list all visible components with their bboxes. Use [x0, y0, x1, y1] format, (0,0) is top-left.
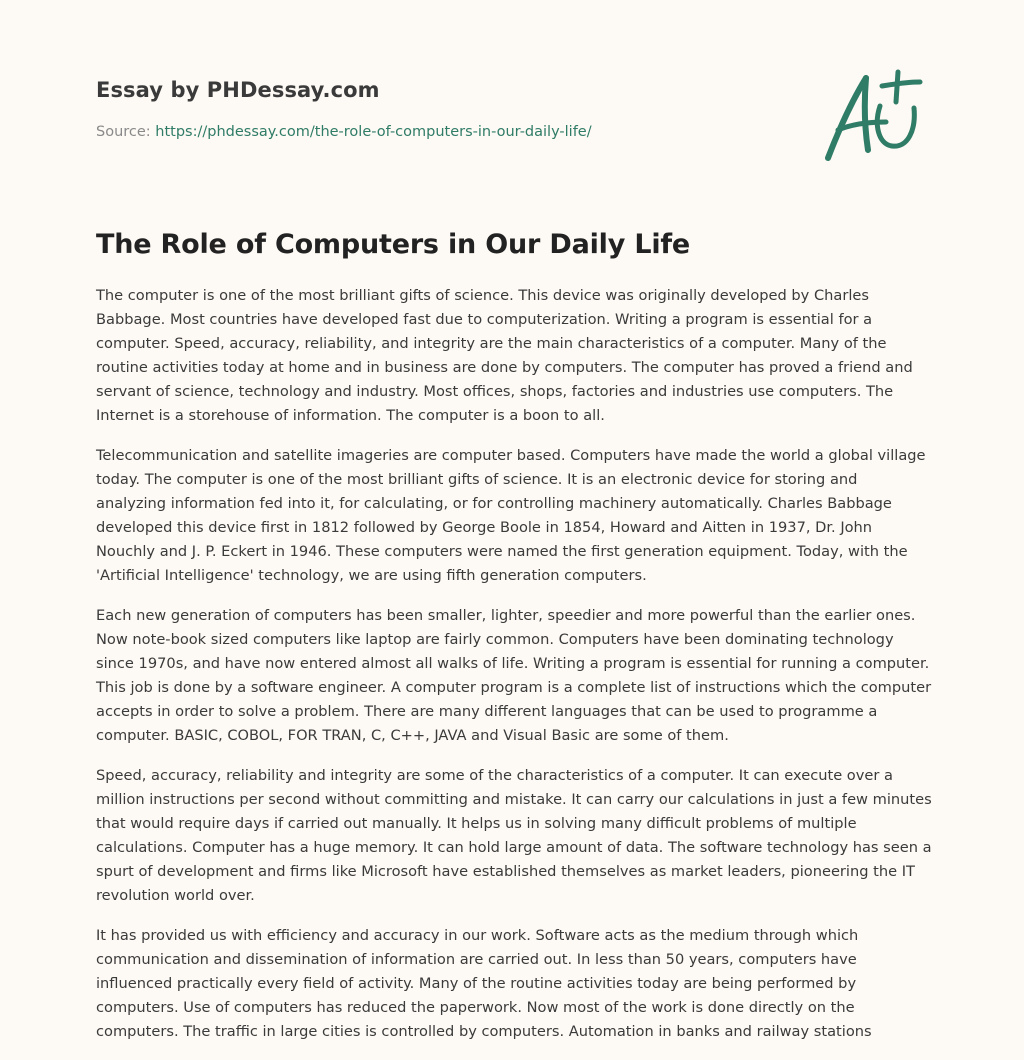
essay-paragraph: Speed, accuracy, reliability and integrity are some of the characteristics of a computer. It can execute over a million instructions per second without committing and mistake. It can carry our calculations in just a few minutes that would require days if carried out manually. It helps us in solving many difficult problems of multiple calculations. Computer has a huge memory. It can hold large amount of data. The software technology has seen a spurt of development and firms like Microsoft have established themselves as market leaders, pioneering the IT revolution world over.	[96, 767, 932, 904]
brand-title: Essay by PHDessay.com	[96, 78, 380, 102]
a-plus-logo-icon	[820, 66, 930, 166]
essay-paragraph: It has provided us with efficiency and accuracy in our work. Software acts as the medium through which communication and dissemination of information are carried out. In less than 50 years, computers have influenced practically every field of activity. Many of the routine activities today are being performed by computers. Use of computers has reduced the paperwork. Now most of the work is done directly on the computers. The traffic in large cities is controlled by computers. Automation in banks and railway stations	[96, 927, 872, 1040]
source-link[interactable]: https://phdessay.com/the-role-of-computers-in-our-daily-life/	[155, 124, 592, 140]
essay-paragraph: Telecommunication and satellite imageries are computer based. Computers have made the world a global village today. The computer is one of the most brilliant gifts of science. It is an electronic device for storing and analyzing information fed into it, for calculating, or for controlling machinery automatically. Charles Babbage developed this device first in 1812 followed by George Boole in 1854, Howard and Aitten in 1937, Dr. John Nouchly and J. P. Eckert in 1946. These computers were named the first generation equipment. Today, with the 'Artificial Intelligence' technology, we are using fifth generation computers.	[96, 447, 926, 584]
site-header	[96, 74, 816, 142]
essay-paragraph: The computer is one of the most brilliant gifts of science. This device was originally developed by Charles Babbage. Most countries have developed fast due to computerization. Writing a program is essential for a computer. Speed, accuracy, reliability, and integrity are the main characteristics of a computer. Many of the routine activities today at home and in business are done by computers. The computer has proved a friend and servant of science, technology and industry. Most offices, shops, factories and industries use computers. The Internet is a storehouse of information. The computer is a boon to all.	[96, 287, 913, 424]
essay-body	[96, 284, 932, 1060]
essay-title: The Role of Computers in Our Daily Life	[96, 229, 691, 260]
source-label: Source:	[96, 124, 151, 140]
essay-paragraph: Each new generation of computers has been smaller, lighter, speedier and more powerful than the earlier ones. Now note-book sized computers like laptop are fairly common. Computers have been dominating technology since 1970s, and have now entered almost all walks of life. Writing a program is essential for running a computer. This job is done by a software engineer. A computer program is a complete list of instructions which the computer accepts in order to solve a problem. There are many different languages that can be used to programme a computer. BASIC, COBOL, FOR TRAN, C, C++, JAVA and Visual Basic are some of them.	[96, 607, 932, 744]
source-line	[96, 122, 816, 142]
